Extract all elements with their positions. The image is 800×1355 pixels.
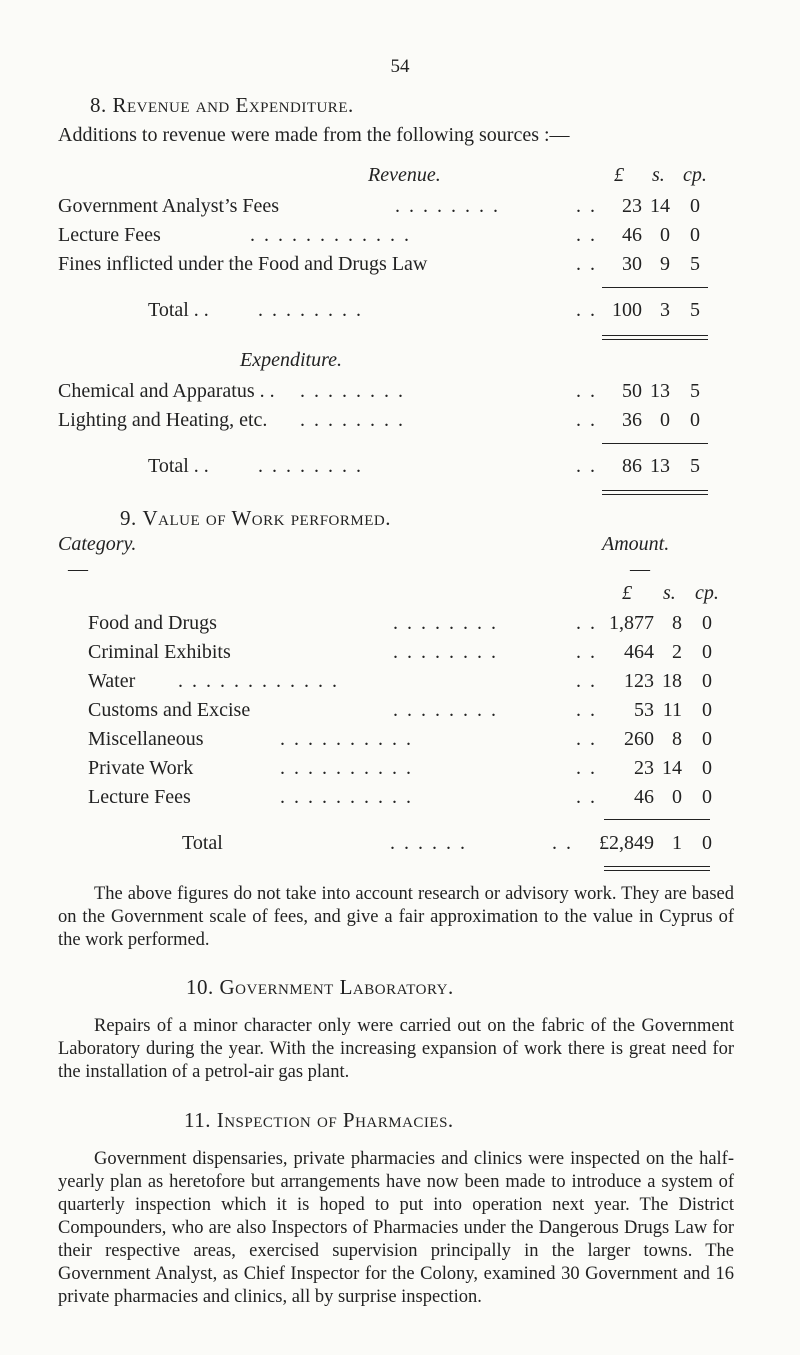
leader-dots: . . . . . . . . xyxy=(393,699,498,721)
section-11-title: Inspection of Pharmacies. xyxy=(216,1108,454,1132)
leader-dots: . . xyxy=(576,299,597,321)
leader-dots: . . . . . . . . . . . . xyxy=(250,224,411,246)
expenditure-total-pounds: 86 xyxy=(622,455,642,477)
expenditure-pounds: 50 xyxy=(622,380,642,402)
section-10-title: Government Laboratory. xyxy=(219,975,454,999)
leader-dots: . . xyxy=(576,757,597,779)
total-double-rule xyxy=(604,866,710,871)
work-total-amount: £2,849 xyxy=(599,832,654,854)
work-row-label: Lecture Fees xyxy=(88,786,191,808)
leader-dots: . . xyxy=(576,380,597,402)
revenue-shillings: 14 xyxy=(650,195,670,217)
leader-dots: . . xyxy=(576,699,597,721)
leader-dots: . . xyxy=(576,253,597,275)
section-9-note-text: The above figures do not take into account research or advisory work. They are based on the Government scale of fees, and give a fair approximation to the value in Cyprus of the work performed. xyxy=(58,884,734,950)
revenue-shillings: 9 xyxy=(660,253,670,275)
leader-dots: . . xyxy=(576,612,597,634)
currency-shilling-header: s. xyxy=(652,164,665,186)
work-cp: 0 xyxy=(702,757,712,779)
section-8-title: Revenue and Expenditure. xyxy=(112,93,354,117)
work-shillings: 8 xyxy=(672,728,682,750)
revenue-shillings: 0 xyxy=(660,224,670,246)
work-shillings: 18 xyxy=(662,670,682,692)
page-number: 54 xyxy=(390,56,410,77)
work-row-label: Water xyxy=(88,670,136,692)
work-amount: 464 xyxy=(624,641,654,663)
expenditure-total-label: Total . . xyxy=(148,455,209,477)
expenditure-cp: 0 xyxy=(690,409,700,431)
revenue-total-label: Total . . xyxy=(148,299,209,321)
leader-dots: . . . . . . . . xyxy=(393,612,498,634)
section-11-body xyxy=(58,1148,734,1309)
expenditure-label: Expenditure. xyxy=(240,349,343,371)
expenditure-total-shillings: 13 xyxy=(650,455,670,477)
revenue-total-shillings: 3 xyxy=(660,299,670,321)
section-11-heading xyxy=(184,1108,454,1133)
expenditure-pounds: 36 xyxy=(622,409,642,431)
expenditure-shillings: 13 xyxy=(650,380,670,402)
section-9-heading xyxy=(120,506,391,531)
work-total-label: Total xyxy=(182,832,223,854)
leader-dots: . . . . . . . . xyxy=(300,380,405,402)
work-row-label: Food and Drugs xyxy=(88,612,217,634)
leader-dots: . . . . . . . . . . xyxy=(280,728,413,750)
revenue-cp: 0 xyxy=(690,224,700,246)
revenue-total-cp: 5 xyxy=(690,299,700,321)
section-8-intro: Additions to revenue were made from the following sources :— xyxy=(58,124,570,146)
leader-dots: . . . . . . . . xyxy=(258,299,363,321)
work-total-shillings: 1 xyxy=(672,832,682,854)
work-shillings: 14 xyxy=(662,757,682,779)
section-8-heading xyxy=(90,93,354,118)
leader-dots: . . . . . . . . xyxy=(395,195,500,217)
total-double-rule xyxy=(602,490,708,495)
leader-dots: . . xyxy=(576,455,597,477)
leader-dots: . . xyxy=(576,786,597,808)
section-10-text: Repairs of a minor character only were carried out on the fabric of the Government Laboratory during the year. With the increasing expansion of work there is great need for the installation of a petrol-air gas plant. xyxy=(58,1016,734,1082)
leader-dots: . . . . . . . . . . xyxy=(280,786,413,808)
revenue-row-label: Government Analyst’s Fees xyxy=(58,195,280,217)
revenue-row-label: Lecture Fees xyxy=(58,224,161,246)
category-label: Category. xyxy=(58,533,137,555)
currency-pound-header: £ xyxy=(622,582,632,604)
section-9-title: Value of Work performed. xyxy=(142,506,391,530)
work-amount: 46 xyxy=(634,786,654,808)
leader-dots: . . . . . . . . . . . . xyxy=(178,670,339,692)
section-8-number: 8. xyxy=(90,93,107,117)
section-11-text: Government dispensaries, private pharmacies and clinics were inspected on the half-yearly plan as heretofore but arrangements have now been made to introduce a system of quarterly inspection which it is hoped to put into operation next year. The District Compounders, who are also Inspectors of Pharmacies under the Dangerous Drugs Law for their respective areas, exercised supervision principally in the larger towns. The Government Analyst, as Chief Inspector for the Colony, examined 30 Government and 16 private pharmacies and clinics, all by surprise inspection. xyxy=(58,1149,734,1307)
leader-dots: . . xyxy=(576,728,597,750)
currency-shilling-header: s. xyxy=(663,582,676,604)
section-9-note xyxy=(58,883,734,952)
category-dash: — xyxy=(68,558,88,580)
leader-dots: . . . . . . . . xyxy=(393,641,498,663)
expenditure-total-cp: 5 xyxy=(690,455,700,477)
work-shillings: 11 xyxy=(662,699,682,721)
work-cp: 0 xyxy=(702,612,712,634)
leader-dots: . . . . . . . . . . xyxy=(280,757,413,779)
section-10-number: 10. xyxy=(186,975,214,999)
work-cp: 0 xyxy=(702,786,712,808)
work-amount: 23 xyxy=(634,757,654,779)
subtotal-rule xyxy=(602,443,708,444)
leader-dots: . . xyxy=(576,670,597,692)
revenue-pounds: 30 xyxy=(622,253,642,275)
leader-dots: . . . . . . . . xyxy=(300,409,405,431)
amount-label: Amount. xyxy=(602,533,670,555)
leader-dots: . . xyxy=(576,409,597,431)
work-amount: 1,877 xyxy=(609,612,654,634)
section-9-number: 9. xyxy=(120,506,137,530)
expenditure-row-label: Lighting and Heating, etc. xyxy=(58,409,268,431)
work-shillings: 2 xyxy=(672,641,682,663)
leader-dots: . . . . . . xyxy=(390,832,467,854)
work-row-label: Miscellaneous xyxy=(88,728,204,750)
revenue-label: Revenue. xyxy=(368,164,441,186)
revenue-cp: 0 xyxy=(690,195,700,217)
subtotal-rule xyxy=(602,287,708,288)
work-amount: 123 xyxy=(624,670,654,692)
total-double-rule xyxy=(602,335,708,340)
work-cp: 0 xyxy=(702,670,712,692)
expenditure-row-label: Chemical and Apparatus . . xyxy=(58,380,275,402)
work-cp: 0 xyxy=(702,699,712,721)
currency-cp-header: cp. xyxy=(683,164,707,186)
revenue-cp: 5 xyxy=(690,253,700,275)
revenue-row-label: Fines inflicted under the Food and Drugs Law xyxy=(58,253,428,275)
subtotal-rule xyxy=(604,819,710,820)
expenditure-cp: 5 xyxy=(690,380,700,402)
leader-dots: . . . . . . . . xyxy=(258,455,363,477)
work-cp: 0 xyxy=(702,641,712,663)
work-row-label: Private Work xyxy=(88,757,194,779)
expenditure-shillings: 0 xyxy=(660,409,670,431)
amount-dash: — xyxy=(630,558,650,580)
revenue-total-pounds: 100 xyxy=(612,299,642,321)
work-amount: 260 xyxy=(624,728,654,750)
work-amount: 53 xyxy=(634,699,654,721)
revenue-pounds: 23 xyxy=(622,195,642,217)
leader-dots: . . xyxy=(552,832,573,854)
currency-cp-header: cp. xyxy=(695,582,719,604)
work-shillings: 8 xyxy=(672,612,682,634)
leader-dots: . . xyxy=(576,641,597,663)
section-10-body xyxy=(58,1015,734,1084)
currency-pound-header: £ xyxy=(614,164,624,186)
work-total-cp: 0 xyxy=(702,832,712,854)
revenue-pounds: 46 xyxy=(622,224,642,246)
leader-dots: . . xyxy=(576,224,597,246)
leader-dots: . . xyxy=(576,195,597,217)
section-10-heading xyxy=(186,975,454,1000)
section-11-number: 11. xyxy=(184,1108,211,1132)
work-row-label: Customs and Excise xyxy=(88,699,251,721)
work-shillings: 0 xyxy=(672,786,682,808)
work-row-label: Criminal Exhibits xyxy=(88,641,231,663)
work-cp: 0 xyxy=(702,728,712,750)
